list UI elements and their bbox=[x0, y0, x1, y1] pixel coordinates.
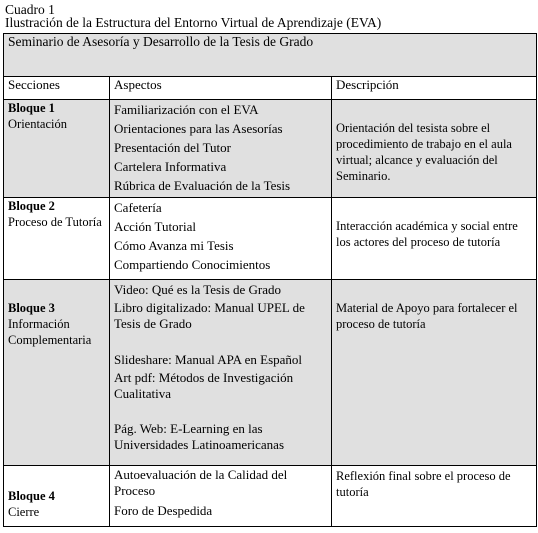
aspect-item: Libro digitalizado: Manual UPEL de Tesis de Grado bbox=[114, 300, 305, 331]
block-label: Bloque 2 bbox=[8, 199, 55, 213]
aspects-cell bbox=[110, 100, 332, 198]
table-number: Cuadro 1 bbox=[5, 2, 55, 17]
aspect-item: Presentación del Tutor bbox=[114, 140, 231, 155]
header-aspectos: Aspectos bbox=[110, 77, 332, 100]
table-row bbox=[4, 280, 537, 466]
section-cell bbox=[4, 100, 110, 198]
table-title: Seminario de Asesoría y Desarrollo de la Tesis de Grado bbox=[4, 34, 537, 77]
description-cell: Material de Apoyo para fortalecer el proceso de tutoría bbox=[332, 280, 537, 466]
section-cell bbox=[4, 198, 110, 280]
header-secciones: Secciones bbox=[4, 77, 110, 100]
aspect-item: Orientaciones para las Asesorías bbox=[114, 121, 283, 136]
table-row bbox=[4, 100, 537, 198]
aspect-item: Familiarización con el EVA bbox=[114, 102, 259, 117]
block-label: Bloque 1 bbox=[8, 101, 55, 115]
aspects-cell bbox=[110, 466, 332, 527]
aspect-item: Pág. Web: E-Learning en las Universidades Latinoamericanas bbox=[114, 421, 285, 452]
description-cell: Interacción académica y social entre los actores del proceso de tutoría bbox=[332, 198, 537, 280]
block-name: Cierre bbox=[8, 505, 40, 519]
aspect-item: Acción Tutorial bbox=[114, 219, 196, 234]
aspect-item: Video: Qué es la Tesis de Grado bbox=[114, 282, 282, 297]
block-name: Proceso de Tutoría bbox=[8, 215, 102, 229]
aspect-item: Cafetería bbox=[114, 200, 162, 215]
block-name: Orientación bbox=[8, 117, 68, 131]
aspect-item: Foro de Despedida bbox=[114, 503, 213, 518]
section-cell bbox=[4, 466, 110, 527]
section-cell bbox=[4, 280, 110, 466]
aspect-item: Cómo Avanza mi Tesis bbox=[114, 238, 234, 253]
aspect-item: Cartelera Informativa bbox=[114, 159, 227, 174]
eva-structure-table bbox=[3, 33, 537, 527]
table-row bbox=[4, 466, 537, 527]
aspect-item: Autoevaluación de la Calidad del Proceso bbox=[114, 467, 288, 498]
aspect-item: Slideshare: Manual APA en Español bbox=[114, 352, 303, 367]
table-caption: Ilustración de la Estructura del Entorno Virtual de Aprendizaje (EVA) bbox=[5, 15, 382, 30]
header-descripcion: Descripción bbox=[332, 77, 537, 100]
description-cell: Orientación del tesista sobre el procedimiento de trabajo en el aula virtual; alcance y evaluación del Seminario. bbox=[332, 100, 537, 198]
aspect-item: Compartiendo Conocimientos bbox=[114, 257, 271, 272]
aspect-item: Rúbrica de Evaluación de la Tesis bbox=[114, 178, 291, 193]
aspects-cell bbox=[110, 280, 332, 466]
aspects-cell bbox=[110, 198, 332, 280]
block-label: Bloque 4 bbox=[8, 489, 55, 503]
aspect-item: Art pdf: Métodos de Investigación Cualitativa bbox=[114, 370, 294, 401]
description-cell: Reflexión final sobre el proceso de tutoría bbox=[332, 466, 537, 527]
block-name: Información Complementaria bbox=[8, 317, 92, 347]
block-label: Bloque 3 bbox=[8, 301, 55, 315]
table-row bbox=[4, 198, 537, 280]
